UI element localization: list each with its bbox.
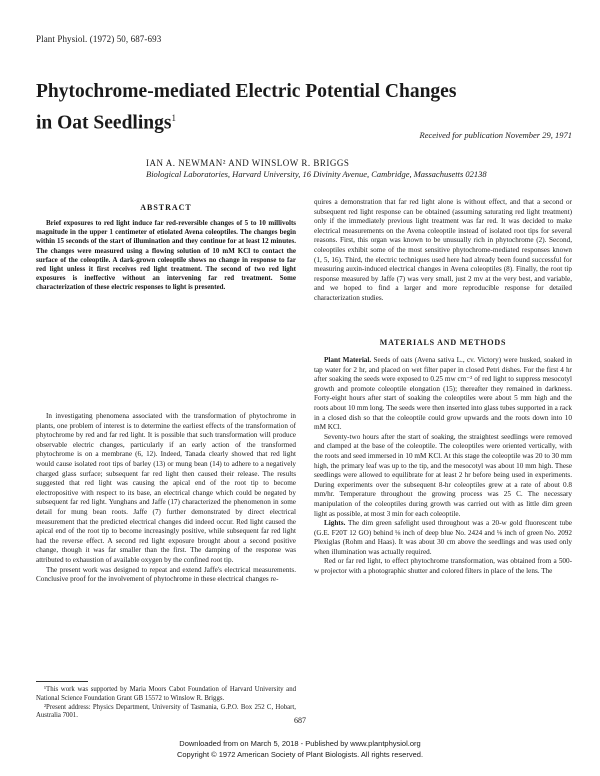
intro-paragraph-1: In investigating phenomena associated with the transformation of phytochrome in plants, one problem of interest is to determine the earliest effects of the transformation of phytochrome by red and far red light. It is possible that such transformation will produce observable electric changes, particularly if an early action of the transformed phytochrome is on a membrane (6, 12). Indeed, Tanada clearly showed that red light would cause isolated root tips of barley (13) or mung bean (14) to adhere to a negatively charged glass surface; subsequent far red light then caused their release. The results suggested that red light was causing the apical end of the root tip to become electropositive with respect to its base, an electrical change which could be negated by subsequent far red light. Yunghans and Jaffe (17) characterized the phenomenon in some detail for mung bean roots. Jaffe (7) further demonstrated by direct electrical measurement that the predicted electrical changes did indeed occur. Red light caused the apical end of the root tip to become increasingly positive, while subsequent far red light had the reverse effect. A second red light exposure brought about a second positive change, though it was far smaller than the first. The damping of the response was attributed to exhaustion of available oxygen by the confined root tip.	[36, 412, 296, 564]
plant-material-label: Plant Material.	[324, 356, 372, 364]
authors: IAN A. NEWMAN² AND WINSLOW R. BRIGGS	[146, 158, 350, 168]
title-footnote-mark: 1	[171, 113, 176, 123]
introduction	[36, 412, 296, 585]
abstract-heading: ABSTRACT	[140, 203, 192, 212]
intro-continued	[314, 198, 572, 304]
lights-text: The dim green safelight used throughout was a 20-w gold fluorescent tube (G.E. F20T 12 GO) behind ⅛ inch of deep blue No. 2424 and ⅛ inch of green No. 2092 Plexiglas (Rohm and Haas). It was about 30 cm above the seedlings and was used only when illumination was actually required.	[314, 519, 572, 556]
title-line-2: in Oat Seedlings	[36, 112, 172, 134]
article-title	[36, 78, 576, 137]
download-notice: Downloaded from on March 5, 2018 - Published by www.plantphysiol.org	[179, 739, 421, 748]
methods-body	[314, 356, 572, 577]
journal-reference: Plant Physiol. (1972) 50, 687-693	[36, 34, 162, 44]
methods-heading: MATERIALS AND METHODS	[379, 338, 507, 347]
affiliation: Biological Laboratories, Harvard University, 16 Divinity Avenue, Cambridge, Massachusetts 02138	[146, 169, 487, 179]
copyright-notice: Copyright © 1972 American Society of Plant Biologists. All rights reserved.	[176, 750, 424, 759]
methods-lights	[314, 519, 572, 557]
methods-paragraph-4: Red or far red light, to effect phytochrome transformation, was obtained from a 500-w projector with a photographic shutter and colored filters in place of the lens. The	[314, 557, 572, 576]
intro-continued-text: quires a demonstration that far red light alone is without effect, and that a second or subsequent red light response can be obtained (assuming saturating red light treatment) only if the immediately previous light treatment was far red. It was decided to make electrical measurements on the Avena coleoptile instead of isolated root tips for several reasons. First, this organ was known to be unusually rich in phytochrome (2). Second, coleoptiles exhibit some of the most sensitive phytochrome-mediated responses known (1, 5, 16). Third, the electric techniques used here had already been found successful for measuring auxin-induced electrical changes in Avena coleoptiles (8). Finally, the root tip response measured by Jaffe (7) was very small, just 2 mv at the very best, and variable, and we hoped to find a larger and more reproducible response for detailed characterization studies.	[314, 198, 572, 302]
abstract-text: Brief exposures to red light induce far red-reversible changes of 5 to 10 millivolts magnitude in the upper 1 centimeter of etiolated Avena coleoptiles. The changes begin within 15 seconds of the start of illumination and they continue for at least 12 minutes. The changes were measured using a flowing solution of 10 mM KCl to contact the surface of the coleoptile. A dark-grown coleoptile shows no change in response to far red light unless it first receives red light treatment. The second of two red light exposures is ineffective without an intervening far red treatment. Some characterization of these electric responses to light is presented.	[36, 219, 296, 292]
intro-paragraph-2: The present work was designed to repeat and extend Jaffe's electrical measurements. Conclusive proof for the involvement of phytochrome in these electrical changes re-	[36, 565, 296, 584]
plant-material-text: Seeds of oats (Avena sativa L., cv. Victory) were husked, soaked in tap water for 2 hr, and placed on wet filter paper in closed Petri dishes. For the first 4 hr after soaking the seeds were exposed to 0.25 mw cm⁻² of red light to suppress mesocotyl growth and promote coleoptile elongation (15); thereafter they remained in darkness. Forty-eight hours after start of soaking the coleoptiles were about 5 mm high and the roots about 10 mm long. The seeds were then inserted into glass tubes supported in a rack in a closed dish so that the coleoptile could grow upwards and the roots down into 10 mM KCl.	[314, 356, 572, 432]
received-date: Received for publication November 29, 1971	[419, 130, 572, 140]
methods-paragraph-2: Seventy-two hours after the start of soaking, the straightest seedlings were removed and clamped at the base of the coleoptile. The coleoptiles were oriented vertically, with the roots and seed immersed in 10 mM KCl. At this stage the coleoptile was 20 to 30 mm high, the primary leaf was up to the tip, and the mesocotyl was about 10 mm high. These seedlings were allowed to equilibrate for at least 2 hr before being used in experiments. During experiments over the subsequent 8-hr coleoptiles grew at a rate of about 0.8 mm/hr. Temperature throughout the growing process was 25 C. The necessary manipulation of the coleoptiles during growth was carried out with as little dim green light as possible, at most 3 min for each coleoptile.	[314, 432, 572, 518]
abstract-body	[36, 219, 296, 293]
footnote-2: ²Present address: Physics Department, University of Tasmania, G.P.O. Box 252 C, Hobart, Australia 7001.	[36, 703, 296, 720]
lights-label: Lights.	[324, 519, 346, 528]
footnote-divider	[36, 681, 88, 682]
page-number: 687	[294, 716, 306, 725]
methods-plant-material	[314, 356, 572, 433]
title-line-1: Phytochrome-mediated Electric Potential Changes	[36, 81, 457, 102]
footnote-1: ¹This work was supported by Maria Moors Cabot Foundation of Harvard University and National Science Foundation Grant GB 15572 to Winslow R. Briggs.	[36, 686, 296, 702]
